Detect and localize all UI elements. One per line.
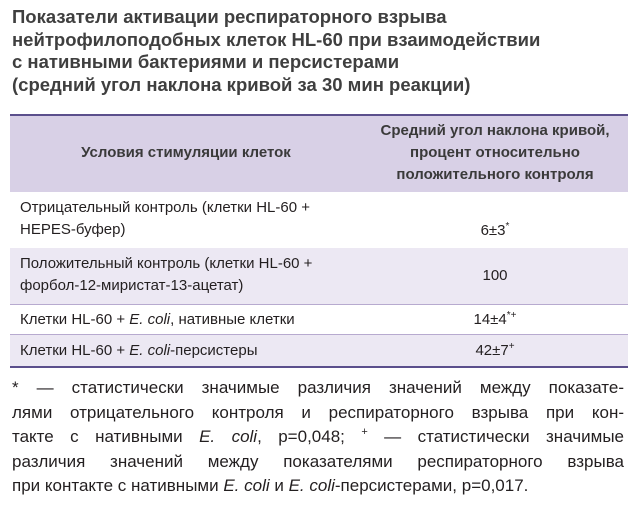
header-cell-conditions bbox=[10, 116, 362, 192]
significance-mark: + bbox=[508, 341, 515, 352]
header-slope-label bbox=[362, 120, 628, 186]
condition-cell bbox=[10, 248, 362, 304]
significance-mark: + bbox=[361, 426, 368, 438]
significance-mark: * bbox=[505, 221, 510, 232]
condition-suffix: -персистеры bbox=[170, 342, 258, 359]
organism-name: E. coli bbox=[288, 476, 335, 495]
footnote-line: * — статистически значимые различия значений между показате- bbox=[12, 378, 624, 397]
table-title bbox=[12, 6, 628, 96]
footnote-line bbox=[12, 474, 624, 499]
organism-name: E. coli bbox=[129, 311, 171, 328]
value-text bbox=[362, 340, 628, 362]
condition-suffix: , нативные клетки bbox=[170, 311, 295, 328]
condition-cell bbox=[10, 305, 362, 334]
condition-prefix: Клетки HL-60 + bbox=[20, 342, 130, 359]
value-number: 6±3 bbox=[480, 222, 506, 239]
condition-prefix: Клетки HL-60 + bbox=[20, 311, 130, 328]
table-row bbox=[10, 304, 628, 334]
header-slope-line-3: положительного контроля bbox=[396, 166, 594, 183]
value-text bbox=[362, 309, 628, 331]
condition-cell bbox=[10, 192, 362, 248]
data-table bbox=[10, 114, 628, 368]
condition-line: Отрицательный контроль (клетки HL-60 + bbox=[20, 199, 310, 216]
table-row bbox=[10, 334, 628, 366]
value-cell bbox=[362, 335, 628, 366]
footnote-text: , p=0,048; bbox=[257, 427, 362, 446]
condition-text bbox=[20, 309, 295, 331]
value-number: 100 bbox=[482, 267, 508, 284]
title-line-4: (средний угол наклона кривой за 30 мин реакции) bbox=[12, 73, 471, 95]
header-slope-line-2: процент относительно bbox=[410, 144, 580, 161]
title-line-1: Показатели активации респираторного взрыва bbox=[12, 6, 447, 27]
title-line-2: нейтрофилоподобных клеток HL-60 при взаимодействии bbox=[12, 28, 541, 50]
footnote-text: такте с нативными bbox=[12, 427, 200, 446]
value-text bbox=[362, 220, 628, 242]
condition-text bbox=[20, 340, 257, 362]
condition-text bbox=[20, 197, 310, 241]
organism-name: E. coli bbox=[199, 427, 258, 446]
condition-line: HEPES-буфер) bbox=[20, 221, 126, 238]
footnote-line bbox=[12, 425, 624, 450]
footnote-text: — статистически значимые bbox=[367, 427, 624, 446]
table-header-row bbox=[10, 116, 628, 192]
header-slope-line-1: Средний угол наклона кривой, bbox=[380, 122, 610, 139]
condition-line: Положительный контроль (клетки HL-60 + bbox=[20, 255, 313, 272]
condition-text bbox=[20, 253, 312, 297]
significance-mark: *+ bbox=[506, 310, 517, 321]
footnote-text: при контакте с нативными bbox=[12, 476, 224, 495]
value-cell bbox=[362, 248, 628, 304]
footnote-line: различия значений между показателями респираторного взрыва bbox=[12, 451, 624, 471]
header-conditions-label: Условия стимуляции клеток bbox=[81, 144, 291, 161]
value-number: 42±7 bbox=[475, 342, 509, 359]
table-row bbox=[10, 248, 628, 304]
value-number: 14±4 bbox=[473, 311, 507, 328]
header-cell-slope bbox=[362, 116, 628, 192]
value-cell bbox=[362, 192, 628, 248]
title-line-3: с нативными бактериями и персистерами bbox=[12, 51, 400, 72]
footnote bbox=[12, 376, 624, 499]
condition-cell bbox=[10, 335, 362, 366]
organism-name: E. coli bbox=[223, 476, 270, 495]
footnote-text: -персистерами, p=0,017. bbox=[334, 476, 529, 495]
organism-name: E. coli bbox=[129, 342, 171, 359]
value-cell bbox=[362, 305, 628, 334]
footnote-text: и bbox=[269, 476, 289, 495]
condition-line: форбол-12-миристат-13-ацетат) bbox=[20, 277, 244, 294]
table-row bbox=[10, 192, 628, 248]
value-text bbox=[362, 265, 628, 287]
footnote-line: лями отрицательного контроля и респираторного взрыва при кон- bbox=[12, 402, 624, 422]
